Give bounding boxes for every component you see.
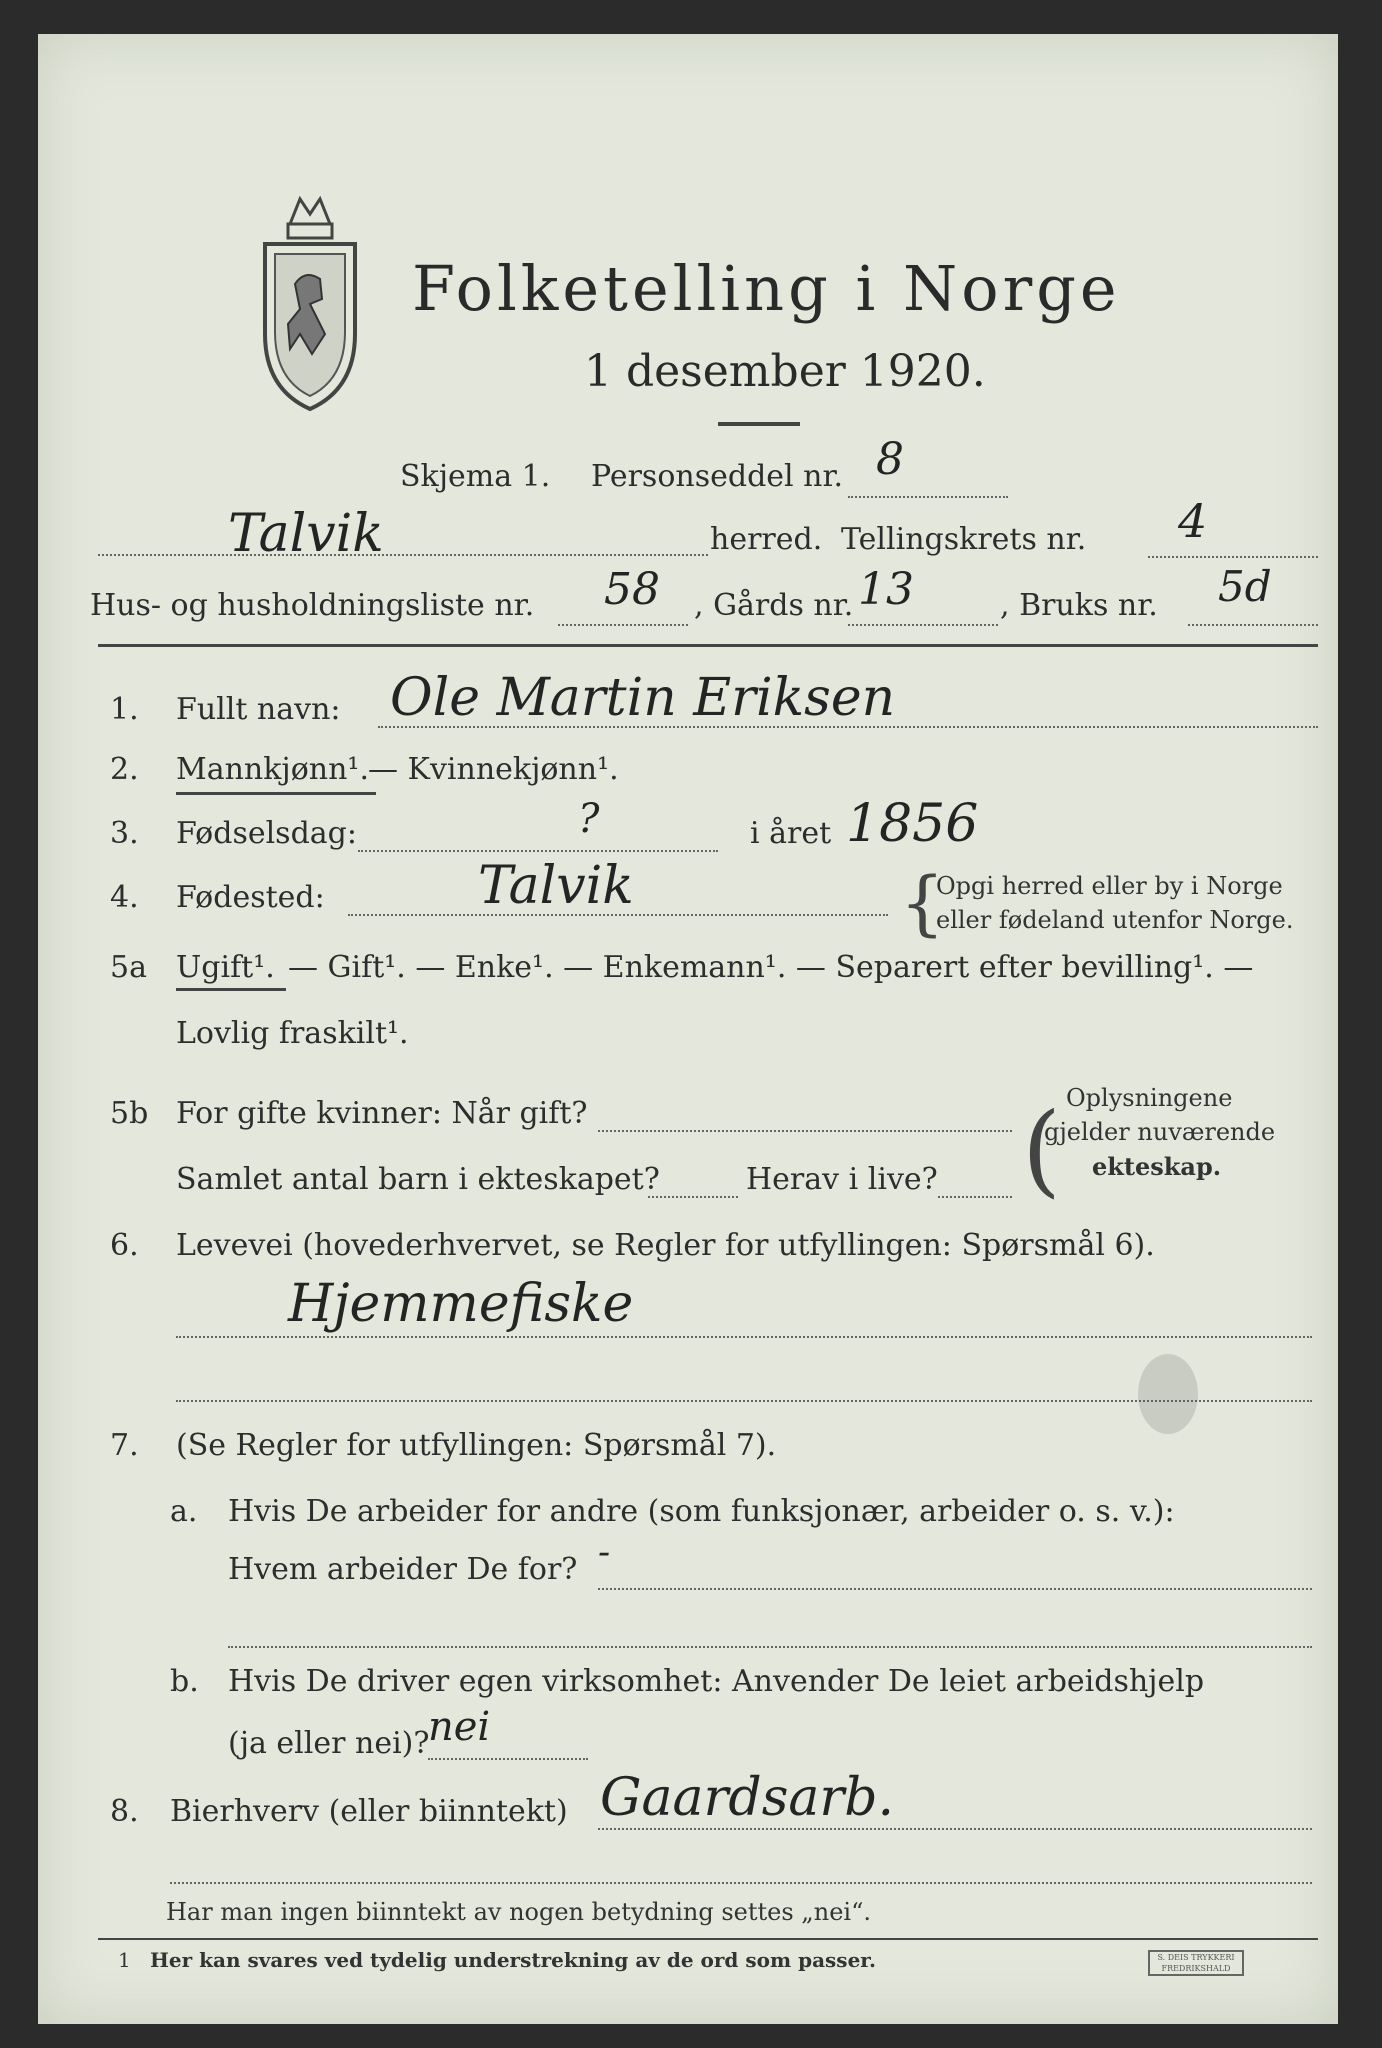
q5b-children-line [648, 1196, 738, 1198]
q3-label: Fødselsdag: [176, 816, 357, 851]
q3-year-value: 1856 [846, 794, 979, 854]
hus-value: 58 [604, 564, 660, 615]
tellingskrets-line [1148, 556, 1318, 558]
herred-label: herred. [710, 522, 823, 557]
q5a-unmarried-option: Ugift¹. [176, 950, 275, 985]
q1-label: Fullt navn: [176, 692, 341, 727]
gards-label: , Gårds nr. [694, 588, 854, 623]
hus-label: Hus- og husholdningsliste nr. [90, 588, 535, 623]
q2-male-underline [176, 792, 376, 795]
q2-male-option: Mannkjønn¹. [176, 752, 369, 787]
footnote-mark: 1 [118, 1948, 131, 1972]
hus-line [558, 624, 688, 626]
q7-number: 7. [110, 1428, 139, 1463]
q6-label: Levevei (hovederhvervet, se Regler for utfyllingen: Spørsmål 6). [176, 1228, 1155, 1263]
q2-female-option: — Kvinnekjønn¹. [368, 752, 619, 787]
q5b-brace: ( [1022, 1091, 1062, 1208]
q3-day-line [358, 850, 718, 852]
bruks-line [1188, 624, 1318, 626]
skjema-label: Skjema 1. [400, 459, 551, 494]
q1-full-name-value: Ole Martin Eriksen [390, 668, 896, 728]
q1-number: 1. [110, 692, 139, 727]
footer-rule [98, 1938, 1318, 1940]
q5b-note-line3: ekteskap. [1092, 1152, 1222, 1181]
q3-number: 3. [110, 816, 139, 851]
q7b-yes-no-label: (ja eller nei)? [228, 1726, 430, 1761]
q7b-question: Hvis De driver egen virksomhet: Anvender De leiet arbeidshjelp [228, 1664, 1205, 1699]
q5a-number: 5a [110, 950, 147, 985]
q7b-value: nei [428, 1704, 491, 1750]
q2-number: 2. [110, 752, 139, 787]
q4-number: 4. [110, 880, 139, 915]
printer-stamp-line2: FREDRIKSHALD [1161, 1964, 1231, 1973]
title-rule [718, 422, 800, 426]
q7a-employer-label: Hvem arbeider De for? [228, 1552, 578, 1587]
q5b-when-married-label: For gifte kvinner: Når gift? [176, 1096, 588, 1131]
herred-value: Talvik [228, 504, 384, 564]
herred-line [98, 554, 708, 556]
q4-birthplace-value: Talvik [478, 856, 634, 916]
q5b-alive-line [938, 1196, 1012, 1198]
q5b-alive-label: Herav i live? [746, 1162, 938, 1197]
gards-line [848, 624, 998, 626]
header-rule [98, 644, 1318, 647]
gards-value: 13 [858, 564, 914, 615]
bruks-value: 5d [1218, 562, 1272, 611]
coat-of-arms-icon [250, 184, 370, 424]
q5b-note-line1: Oplysningene [1066, 1084, 1233, 1112]
q8-number: 8. [110, 1794, 139, 1829]
q5b-when-married-line [598, 1130, 1012, 1132]
q8-value: Gaardsarb. [600, 1768, 895, 1828]
q5b-note-line2: gjelder nuværende [1044, 1118, 1276, 1146]
q1-line [378, 726, 1318, 728]
personseddel-label: Personseddel nr. [591, 459, 844, 494]
q3-year-label: i året [750, 816, 832, 851]
q3-day-value: ? [578, 796, 600, 842]
personseddel-value: 8 [876, 434, 904, 485]
q4-note-line1: Opgi herred eller by i Norge [936, 872, 1283, 900]
q5b-children-label: Samlet antal barn i ekteskapet? [176, 1162, 660, 1197]
q5a-other-options: — Gift¹. — Enke¹. — Enkemann¹. — Separert efter bevilling¹. — [288, 950, 1254, 985]
q5b-number: 5b [110, 1096, 149, 1131]
tellingskrets-value: 4 [1178, 494, 1208, 548]
q7b-line [428, 1758, 588, 1760]
q5a-unmarried-underline [176, 988, 286, 991]
form-date: 1 desember 1920. [584, 346, 986, 397]
printer-stamp [1148, 1950, 1244, 1976]
printer-stamp-line1: S. DEIS TRYKKERI [1157, 1953, 1235, 1962]
q7a-letter: a. [170, 1494, 198, 1529]
q7a-question: Hvis De arbeider for andre (som funksjonær, arbeider o. s. v.): [228, 1494, 1175, 1529]
q7b-letter: b. [170, 1664, 199, 1699]
form-title: Folketelling i Norge [412, 252, 1121, 325]
q7a-line1 [598, 1588, 1312, 1590]
q5a-divorced-option: Lovlig fraskilt¹. [176, 1016, 409, 1051]
q4-label: Fødested: [176, 880, 325, 915]
tellingskrets-label: Tellingskrets nr. [841, 522, 1087, 557]
q8-label: Bierhverv (eller biinntekt) [170, 1794, 568, 1829]
ink-smudge [1138, 1354, 1198, 1434]
bruks-label: , Bruks nr. [1000, 588, 1158, 623]
q6-number: 6. [110, 1228, 139, 1263]
q6-line1 [176, 1336, 1312, 1338]
personseddel-line [848, 496, 1008, 498]
q7a-employer-value: - [598, 1532, 611, 1573]
q8-line2 [170, 1882, 1312, 1884]
q7-label: (Se Regler for utfyllingen: Spørsmål 7). [176, 1428, 777, 1463]
footer-note: Har man ingen biinntekt av nogen betydning settes „nei“. [166, 1898, 871, 1926]
census-form-paper [38, 34, 1338, 2024]
q7a-line2 [228, 1646, 1312, 1648]
q6-occupation-value: Hjemmefiske [288, 1274, 634, 1334]
q8-line1 [598, 1828, 1312, 1830]
q4-line [348, 914, 888, 916]
q4-brace: { [900, 862, 945, 944]
footnote-text: Her kan svares ved tydelig understrekning av de ord som passer. [150, 1948, 876, 1972]
q4-note-line2: eller fødeland utenfor Norge. [936, 906, 1294, 934]
